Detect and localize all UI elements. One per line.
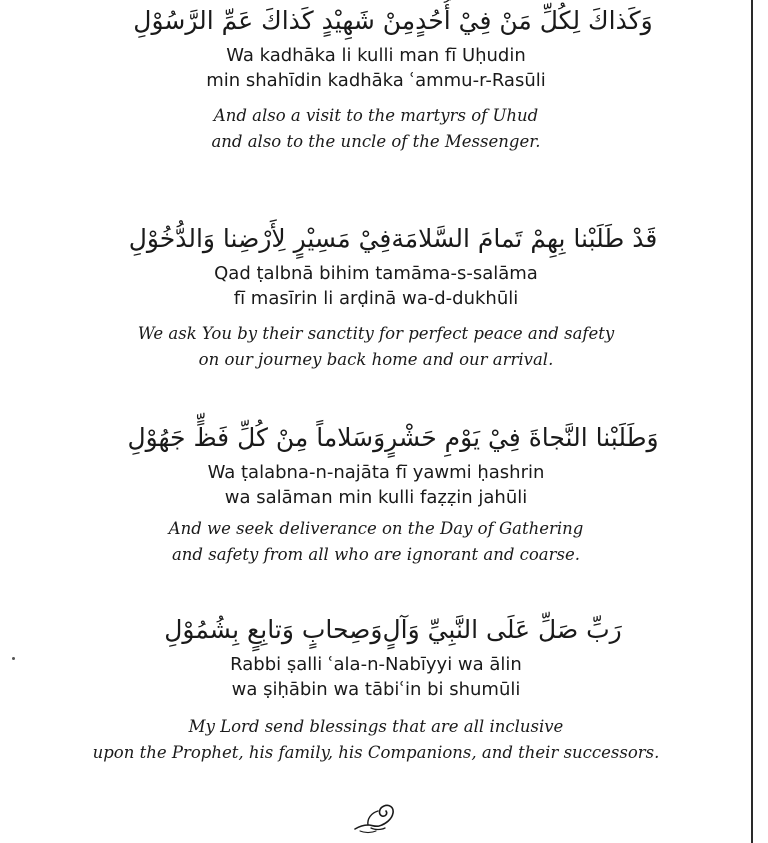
transliteration-line-1: Qad ṭalbnā bihim tamāma-s-salāma bbox=[214, 263, 538, 284]
transliteration-line-1: Wa ṭalabna-n-najāta fī yawmi ḥashrin bbox=[207, 462, 545, 483]
arabic-hemistich-2: فِيْ مَسِيْرٍ لِأَرْضِنا وَالدُّخُوْلِ bbox=[128, 224, 392, 253]
arabic-hemistich-2: مِنْ شَهِيْدٍ كَذاكَ عَمِّ الرَّسُوْلِ bbox=[133, 6, 416, 35]
transliteration-line-2: wa ṣiḥābin wa tābiʿin bi shumūli bbox=[231, 679, 521, 700]
arabic-hemistich-1: وَكَذاكَ لِكُلِّ مَنْ فِيْ أُحُدٍ bbox=[415, 6, 653, 35]
verse-3 bbox=[0, 420, 752, 568]
translation-line-2: and also to the uncle of the Messenger. bbox=[211, 132, 541, 151]
transliteration-line-2: wa salāman min kulli faẓẓin jahūli bbox=[224, 487, 528, 508]
transliteration-line-2: min shahīdin kadhāka ʿammu-r-Rasūli bbox=[206, 70, 546, 91]
transliteration-line-1: Rabbi ṣalli ʿala-n-Nabīyyi wa ālin bbox=[230, 654, 522, 675]
arabic-verse bbox=[0, 3, 752, 43]
arabic-hemistich-1: وَطَلَبْنا النَّجاةَ فِيْ يَوْمِ حَشْرٍ bbox=[385, 423, 659, 452]
arabic-verse bbox=[0, 420, 752, 460]
verse-4 bbox=[0, 612, 752, 766]
transliteration-line-1: Wa kadhāka li kulli man fī Uḥudin bbox=[226, 45, 526, 66]
translation-line-1: And we seek deliverance on the Day of Gathering bbox=[168, 519, 584, 538]
verse-2 bbox=[0, 221, 752, 373]
arabic-hemistich-2: وَسَلاماً مِنْ كُلِّ فَظٍّ جَهُوْلِ bbox=[127, 423, 386, 452]
translation-line-1: We ask You by their sanctity for perfect peace and safety bbox=[137, 324, 615, 343]
translation-line-2: and safety from all who are ignorant and coarse. bbox=[171, 545, 581, 564]
translation-line-1: And also a visit to the martyrs of Uhud bbox=[213, 106, 539, 125]
translation-line-2: upon the Prophet, his family, his Companions, and their successors. bbox=[92, 743, 660, 762]
verse-1 bbox=[0, 3, 752, 155]
flourish-ornament-icon bbox=[351, 801, 397, 835]
transliteration-line-2: fī masīrin li arḍinā wa-d-dukhūli bbox=[233, 288, 519, 309]
arabic-hemistich-1: قَدْ طَلَبْنا بِهِمْ تَمامَ السَّلامَة bbox=[391, 224, 658, 253]
arabic-hemistich-2: وَصِحابٍ وَتابِعٍ بِشُمُوْلِ bbox=[164, 615, 383, 644]
arabic-hemistich-1: رَبِّ صَلِّ عَلَى النَّبِيِّ وَآلٍ bbox=[382, 615, 622, 644]
translation-line-1: My Lord send blessings that are all inclusive bbox=[188, 717, 564, 736]
translation-line-2: on our journey back home and our arrival. bbox=[198, 350, 554, 369]
arabic-verse bbox=[0, 612, 752, 652]
arabic-verse bbox=[0, 221, 752, 261]
